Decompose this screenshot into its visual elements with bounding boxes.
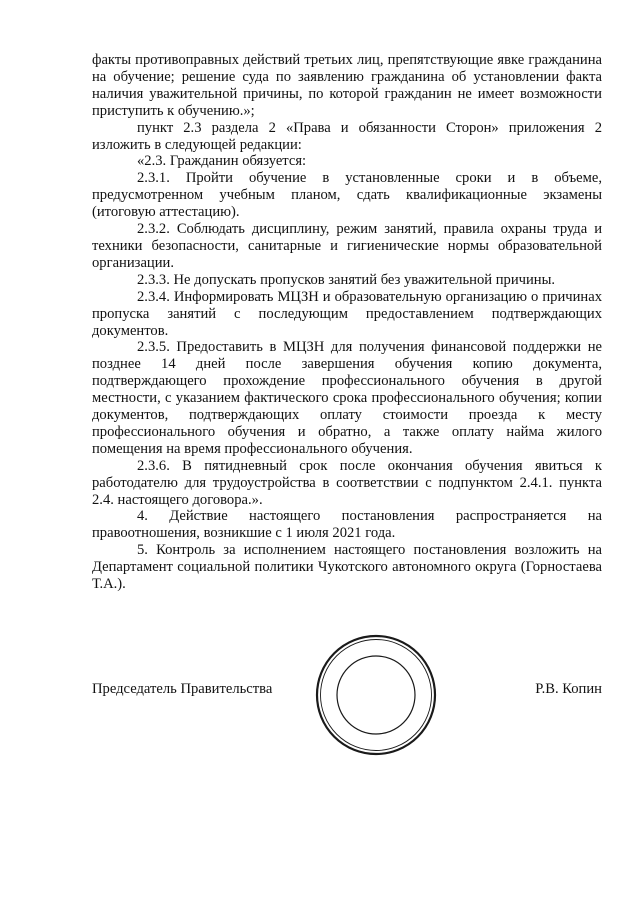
paragraph: 5. Контроль за исполнением настоящего постановления возложить на Департамент социальной политики Чукотского автономного округа (Горностаева Т.А.).: [92, 542, 602, 593]
paragraph: 2.3.3. Не допускать пропусков занятий без уважительной причины.: [137, 271, 556, 288]
stamp-outer-ring: [317, 636, 435, 754]
official-stamp: [314, 633, 438, 757]
paragraph: факты противоправных действий третьих лиц, препятствующие явке гражданина на обучение; решение суда по заявлению гражданина об установлении факта наличия уважительной причины, по которой гражданин не имеет возможности приступить к обучению.»;: [92, 52, 602, 119]
signatory-role: Председатель Правительства: [92, 681, 273, 697]
signatory-name: Р.В. Копин: [535, 681, 602, 697]
stamp-inner-ring: [337, 656, 415, 734]
paragraph: 4. Действие настоящего постановления распространяется на правоотношения, возникшие с 1 июля 2021 года.: [92, 508, 602, 542]
paragraph: 2.3.5. Предоставить в МЦЗН для получения финансовой поддержки не позднее 14 дней после завершения обучения копию документа, подтверждающего прохождение профессионального обучения в другой местности, с указанием фактического срока профессионального обучения; копии документов, подтверждающих оплату стоимости проезда к месту профессионального обучения и обратно, а также оплату найма жилого помещения на время профессионального обучения.: [92, 339, 602, 457]
paragraph: «2.3. Гражданин обязуется:: [137, 153, 307, 170]
paragraph: 2.3.2. Соблюдать дисциплину, режим занятий, правила охраны труда и техники безопасности, санитарные и гигиенические нормы образовательной организации.: [92, 221, 602, 271]
paragraph: 2.3.6. В пятидневный срок после окончания обучения явиться к работодателю для трудоустройства в соответствии с подпунктом 2.4.1. пункта 2.4. настоящего договора.».: [92, 457, 602, 508]
paragraph: пункт 2.3 раздела 2 «Права и обязанности Сторон» приложения 2 изложить в следующей редакции:: [92, 119, 602, 153]
paragraph: 2.3.1. Пройти обучение в установленные сроки и в объеме, предусмотренном учебным планом, сдать квалификационные экзамены (итоговую аттестацию).: [92, 170, 602, 221]
paragraph: 2.3.4. Информировать МЦЗН и образовательную организацию о причинах пропуска занятий с последующим предоставлением подтверждающих документов.: [92, 288, 602, 339]
document-body: [92, 52, 602, 593]
